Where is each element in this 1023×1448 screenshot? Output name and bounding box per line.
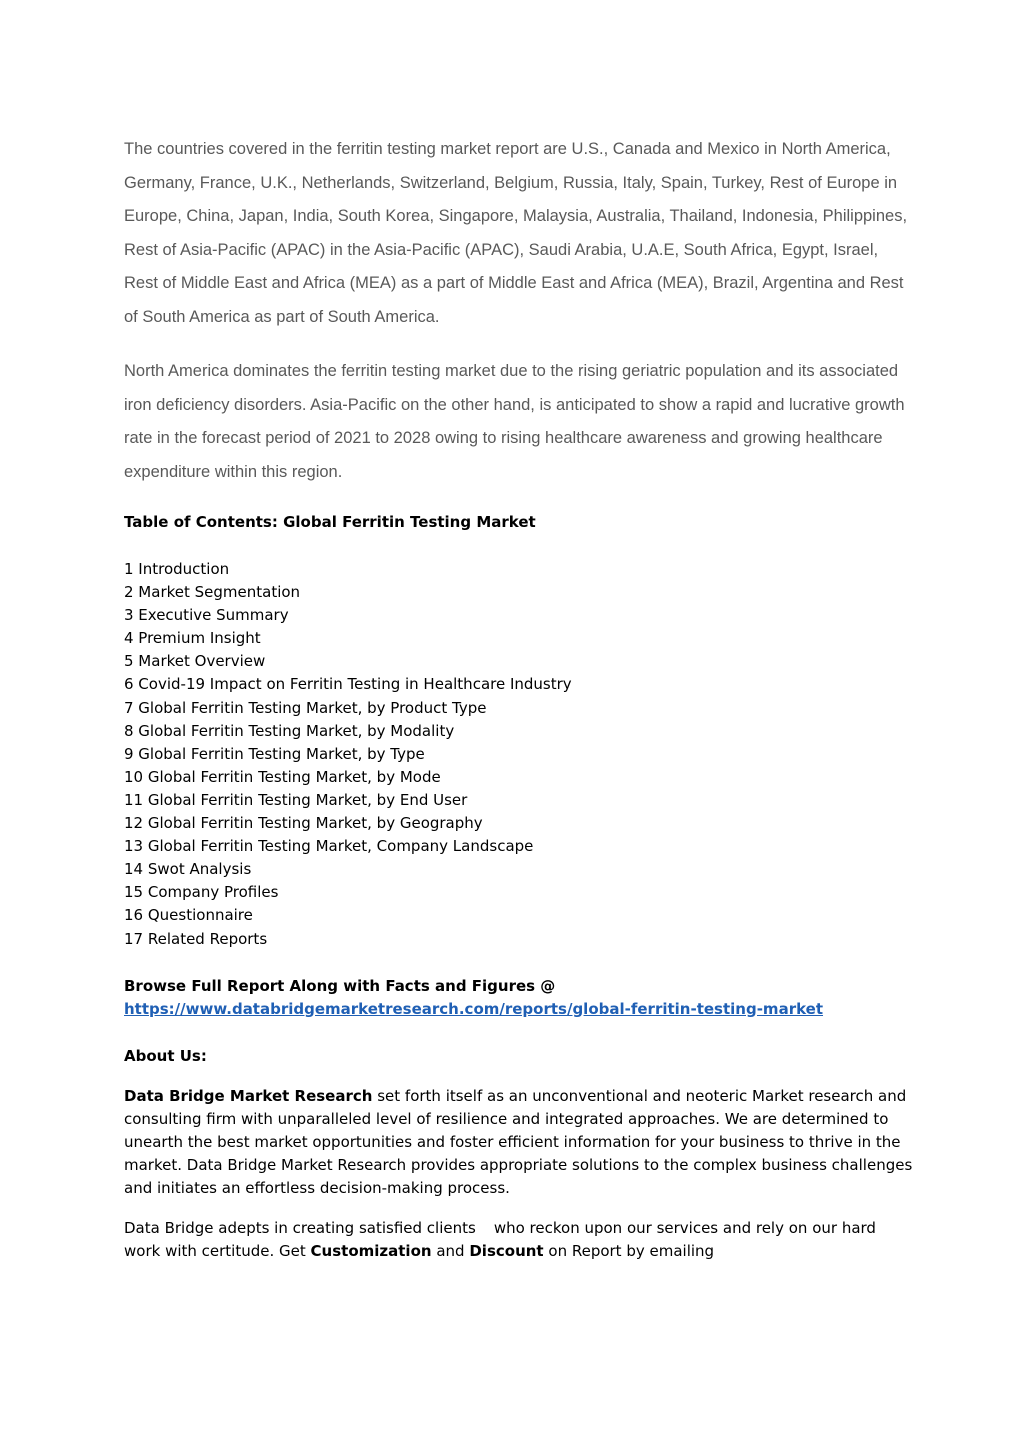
customization-label: Customization — [310, 1242, 432, 1261]
toc-item: 10 Global Ferritin Testing Market, by Mode — [124, 767, 441, 786]
clients-text-1: Data Bridge adepts in creating satisfied clients — [124, 1219, 476, 1238]
toc-item: 8 Global Ferritin Testing Market, by Modality — [124, 721, 455, 740]
about-description: set forth itself as an unconventional and neoteric Market research and consulting firm with unparalleled level of resilience and integrated approaches. We are determined to unearth the best market opportunities and foster efficient information for your business to thrive in the market. Data Bridge Market Research provides appropriate solutions to the complex business challenges and initiates an effortless decision-making process. — [124, 1086, 913, 1197]
toc-item: 11 Global Ferritin Testing Market, by End User — [124, 790, 468, 809]
toc-item: 7 Global Ferritin Testing Market, by Product Type — [124, 698, 487, 717]
toc-item: 2 Market Segmentation — [124, 583, 301, 602]
toc-item: 5 Market Overview — [124, 652, 266, 671]
discount-label: Discount — [469, 1242, 544, 1261]
toc-item: 6 Covid-19 Impact on Ferritin Testing in Healthcare Industry — [124, 675, 572, 694]
toc-item: 9 Global Ferritin Testing Market, by Type — [124, 744, 425, 763]
toc-item: 1 Introduction — [124, 560, 230, 578]
toc-item: 15 Company Profiles — [124, 883, 279, 902]
browse-label: Browse Full Report Along with Facts and Figures @ — [124, 976, 556, 995]
toc-item: 13 Global Ferritin Testing Market, Company Landscape — [124, 837, 534, 856]
clients-tail: on Report by emailing — [548, 1242, 715, 1261]
clients-text-2: who reckon upon our services and rely on our hard work with certitude. Get — [124, 1219, 876, 1261]
toc-title: Table of Contents: Global Ferritin Testing Market — [124, 513, 536, 531]
browse-section — [124, 975, 914, 1021]
and-word: and — [436, 1242, 465, 1261]
toc-item: 3 Executive Summary — [124, 606, 289, 625]
countries-paragraph: The countries covered in the ferritin testing market report are U.S., Canada and Mexico in North America, Germany, France, U.K., Netherlands, Switzerland, Belgium, Russia, Italy, Spain, Turkey, Rest of Europe in Europe, China, Japan, India, South Korea, Singapore, Malaysia, Australia, Thailand, Indonesia, Philippines, Rest of Asia-Pacific (APAC) in the Asia-Pacific (APAC), Saudi Arabia, U.A.E, South Africa, Egypt, Israel, Rest of Middle East and Africa (MEA) as a part of Middle East and Africa (MEA), Brazil, Argentina and Rest of South America as part of South America. — [124, 140, 908, 326]
north-america-paragraph: North America dominates the ferritin testing market due to the rising geriatric population and its associated iron deficiency disorders. Asia-Pacific on the other hand, is anticipated to show a rapid and lucrative growth rate in the forecast period of 2021 to 2028 owing to rising healthcare awareness and growing healthcare expenditure within this region. — [124, 362, 905, 481]
toc-item: 14 Swot Analysis — [124, 860, 252, 879]
toc-item: 4 Premium Insight — [124, 629, 261, 648]
toc-list — [124, 558, 914, 951]
about-heading: About Us: — [124, 1046, 207, 1065]
toc-item: 17 Related Reports — [124, 929, 268, 948]
about-paragraph — [124, 1085, 914, 1200]
toc-item: 16 Questionnaire — [124, 906, 253, 925]
toc-item: 12 Global Ferritin Testing Market, by Geography — [124, 814, 483, 833]
document-page — [124, 133, 914, 1263]
clients-paragraph — [124, 1217, 914, 1263]
company-name: Data Bridge Market Research — [124, 1086, 373, 1105]
report-link[interactable]: https://www.databridgemarketresearch.com/reports/global-ferritin-testing-market — [124, 999, 824, 1018]
